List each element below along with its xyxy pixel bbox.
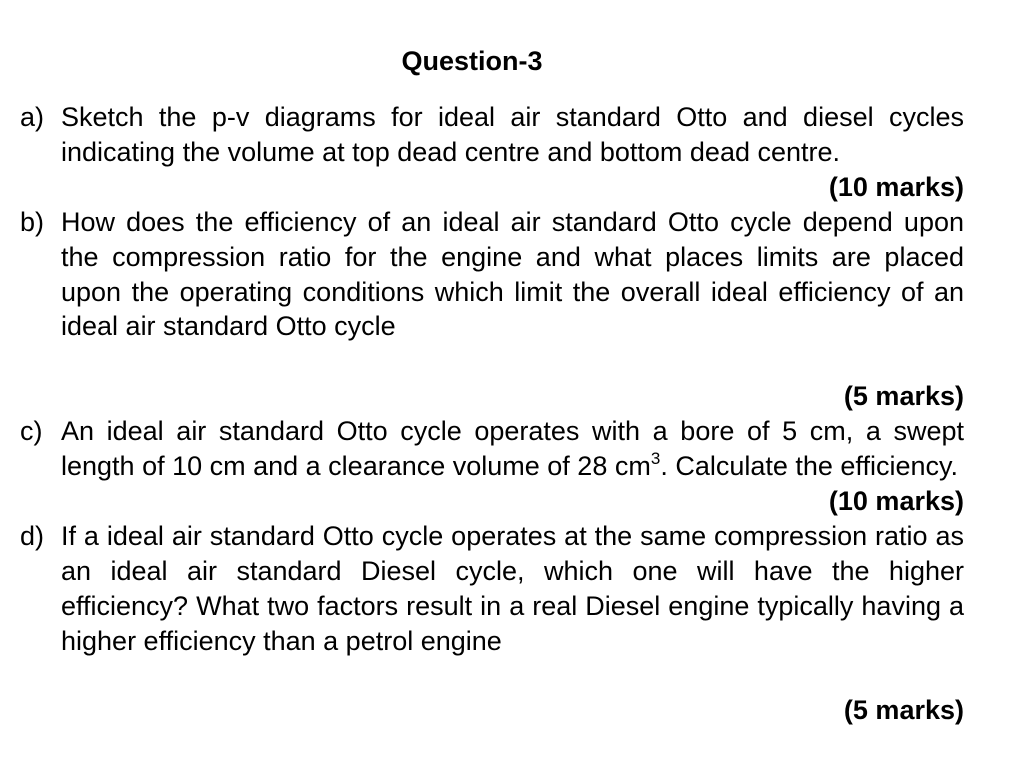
question-list — [20, 100, 964, 728]
question-text-main: An ideal air standard Otto cycle operates with a bore of 5 cm, a swept length of 10 cm and a clearance volume of 28 cm — [61, 416, 964, 482]
question-text-end: . Calculate the efficiency. — [660, 451, 958, 482]
question-letter: a) — [20, 102, 45, 132]
question-text: How does the efficiency of an ideal air standard Otto cycle depend upon the compression ratio for the engine and what places limits are placed upon the operating conditions which limit the overall ideal efficiency of an ideal air standard Otto cycle — [61, 206, 964, 342]
question-letter: c) — [20, 416, 43, 447]
question-letter: b) — [20, 206, 45, 237]
marks-label: (10 marks) — [828, 171, 964, 202]
question-text: Sketch the p-v diagrams for ideal air standard Otto and diesel cycles indicating the volume at top dead centre and bottom dead centre. — [61, 102, 964, 167]
superscript: 3 — [650, 449, 661, 469]
question-item-a — [20, 100, 964, 205]
question-text: If a ideal air standard Otto cycle operates at the same compression ratio as an ideal air standard Diesel cycle, which one will have the higher efficiency? What two factors result in a real Diesel engine typically having a higher efficiency than a petrol engine — [61, 520, 964, 656]
marks-label: (10 marks) — [828, 485, 964, 516]
marks-label: (5 marks) — [843, 381, 964, 412]
question-text — [61, 414, 964, 484]
question-item-c — [20, 414, 964, 519]
blank-line — [61, 658, 964, 693]
question-item-b — [20, 205, 964, 414]
marks-label: (5 marks) — [843, 695, 964, 726]
question-item-d — [20, 519, 964, 728]
blank-line — [61, 344, 964, 379]
question-title: Question-3 — [401, 46, 543, 76]
question-letter: d) — [20, 520, 45, 551]
